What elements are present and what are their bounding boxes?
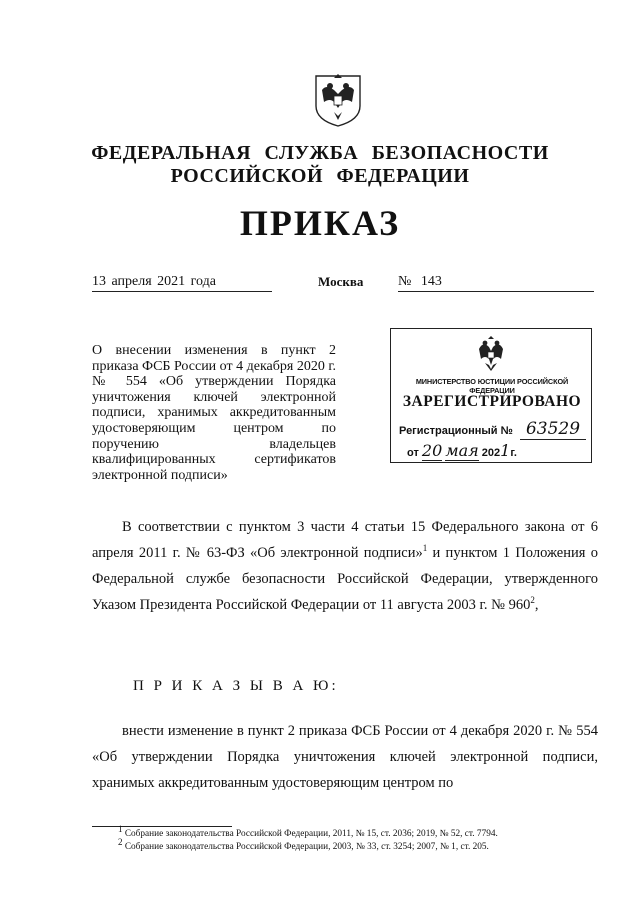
preamble-text-2: и пунктом 1 Положения о Федеральной службе безопасности Российской Федерации, утвержденного Указом Президента Российской Федерации от 11 августа 2003 г. № 960 [92,545,598,613]
stamp-date-year-prefix: 202 [481,447,501,459]
stamp-registered-label: ЗАРЕГИСТРИРОВАНО [402,393,582,410]
footnote-ref-1[interactable]: 1 [422,543,428,554]
number-value: 143 [420,274,442,289]
footnote-text: Собрание законодательства Российской Федерации, 2003, № 33, ст. 3254; 2007, № 1, ст. 205. [124,842,489,852]
footnote-text: Собрание законодательства Российской Федерации, 2011, № 15, ст. 2036; 2019, № 52, ст. 7794. [124,829,498,839]
stamp-date-suffix: г. [510,447,517,459]
stamp-ministry: МИНИСТЕРСТВО ЮСТИЦИИ РОССИЙСКОЙ ФЕДЕРАЦИИ [415,377,569,395]
organization-name-line1: ФЕДЕРАЛЬНАЯ СЛУЖБА БЕЗОПАСНОСТИ [91,142,549,164]
organization-name-line2: РОССИЙСКОЙ ФЕДЕРАЦИИ [170,165,470,187]
footnote-item [118,823,618,841]
stamp-date-month: мая [445,441,479,460]
footnote-mark: 1 [118,823,123,834]
stamp-reg-number-handwritten: 63529 [520,419,586,440]
registration-stamp [390,328,592,463]
stamp-reg-label: Регистрационный № [399,425,513,437]
document-city: Москва [318,274,364,289]
number-sign: № [398,274,412,289]
footnote-ref-2[interactable]: 2 [530,595,535,606]
preamble-text-1: В соответствии с пунктом 3 части 4 статьи 15 Федерального закона от 6 апреля 2011 г. № 63-ФЗ «Об электронной подписи» [92,519,598,561]
coat-of-arms-icon [312,68,364,128]
preamble-text-3: , [534,597,539,613]
stamp-registration-number [399,419,585,439]
footnote-mark: 2 [118,836,123,847]
footnote-item [118,836,618,854]
stamp-date-day: 20 [421,441,443,460]
document-date: 13 апреля 2021 года [92,274,272,292]
stamp-registration-date [407,441,587,460]
stamp-date-prefix: от [407,447,419,459]
preamble-paragraph [92,514,598,618]
document-number [398,274,594,292]
order-word: П Р И К А З Ы В А Ю: [133,678,339,694]
footnote-divider [92,826,232,827]
stamp-date-year-suffix: 1 [500,441,511,460]
document-subject: О внесении изменения в пункт 2 приказа ФСБ России от 4 декабря 2020 г. № 554 «Об утверждении Порядка уничтожения ключей электронной подписи, хранимых аккредитованным удостоверяющим центром по поручению владельцев квалифицированных сертификатов электронной подписи» [92,343,336,483]
stamp-emblem-icon [473,335,509,373]
order-paragraph: внести изменение в пункт 2 приказа ФСБ России от 4 декабря 2020 г. № 554 «Об утверждении Порядка уничтожения ключей электронной подписи, хранимых аккредитованным удостоверяющим центром по [92,723,598,791]
footnotes [118,823,618,854]
document-type-title: ПРИКАЗ [239,203,401,243]
